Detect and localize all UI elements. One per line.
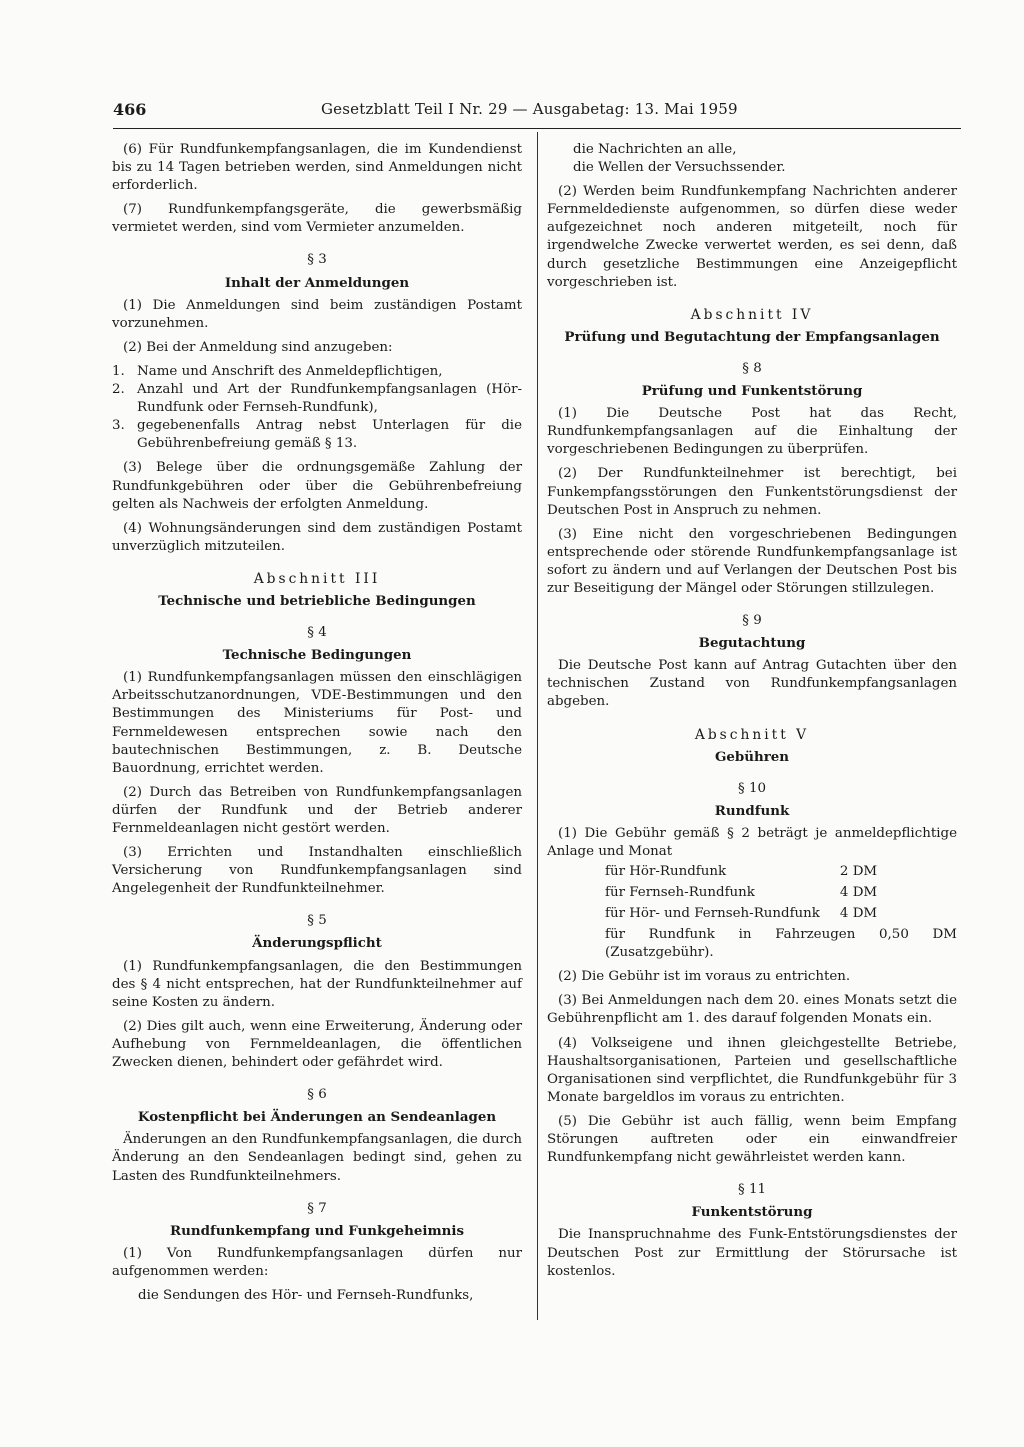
chapter-label: Abschnitt III xyxy=(253,570,381,587)
paragraph: (1) Die Anmeldungen sind beim zuständigen Postamt vorzunehmen. xyxy=(112,297,522,331)
paragraph: (1) Die Gebühr gemäß § 2 beträgt je anmeldepflichtige Anlage und Monat xyxy=(547,825,957,859)
section-number: § 3 xyxy=(307,252,327,268)
section-number: § 4 xyxy=(307,625,327,641)
gazette-title: Gesetzblatt Teil I Nr. 29 — Ausgabetag: 13. Mai 1959 xyxy=(321,100,738,118)
section-number: § 7 xyxy=(307,1200,327,1216)
paragraph: Änderungen an den Rundfunkempfangsanlagen, die durch Änderung an den Sendeanlagen bedingt sind, gehen zu Lasten des Rundfunkteilnehmers. xyxy=(112,1132,522,1184)
chapter-title: Gebühren xyxy=(714,748,790,765)
paragraph: Die Inanspruchnahme des Funk-Entstörungsdienstes der Deutschen Post zur Ermittlung der Störursache ist kostenlos. xyxy=(547,1227,957,1279)
section-title: Inhalt der Anmeldungen xyxy=(224,274,410,291)
paragraph: (4) Wohnungsänderungen sind dem zuständigen Postamt unverzüglich mitzuteilen. xyxy=(112,520,522,554)
paragraph: (2) Durch das Betreiben von Rundfunkempfangsanlagen dürfen der Rundfunk und der Betrieb anderer Fernmeldeanlagen nicht gestört werden. xyxy=(112,784,522,836)
paragraph: (4) Volkseigene und ihnen gleichgestellte Betriebe, Haushaltsorganisationen, Parteien und gesellschaftliche Organisationen sind verpflichtet, die Rundfunkgebühr für 3 Monate bargeldlos im voraus zu entrichten. xyxy=(547,1035,957,1105)
paragraph: (1) Rundfunkempfangsanlagen müssen den einschlägigen Arbeitsschutzanordnungen, VDE-Bestimmungen und den Bestimmungen des Ministeriums für Post- und Fernmeldewesen entsprechen sowie nach den bautechnischen Bestimmungen, z. B. Deutsche Bauordnung, errichtet werden. xyxy=(112,670,522,776)
list-item: 2. Anzahl und Art der Rundfunkempfangsanlagen (Hör-Rundfunk oder Fernseh-Rundfunk), xyxy=(112,382,522,416)
left-column xyxy=(112,141,522,1305)
section-title: Rundfunk xyxy=(714,802,790,819)
section-title: Begutachtung xyxy=(698,635,806,652)
list-line: die Wellen der Versuchssender. xyxy=(573,160,786,176)
section-number: § 11 xyxy=(738,1182,766,1198)
list-item: 3. gegebenenfalls Antrag nebst Unterlagen für die Gebührenbefreiung gemäß § 13. xyxy=(112,418,522,452)
section-title: Änderungspflicht xyxy=(252,935,382,952)
page-number: 466 xyxy=(113,100,147,119)
chapter-title: Technische und betriebliche Bedingungen xyxy=(158,592,476,609)
paragraph: (5) Die Gebühr ist auch fällig, wenn beim Empfang Störungen auftreten oder ein einwandfreier Rundfunkempfang nicht gewährleistet werden kann. xyxy=(547,1113,957,1166)
section-number: § 10 xyxy=(738,780,766,796)
paragraph: (6) Für Rundfunkempfangsanlagen, die im Kundendienst bis zu 14 Tagen betrieben werden, sind Anmeldungen nicht erforderlich. xyxy=(112,142,522,194)
paragraph: (1) Von Rundfunkempfangsanlagen dürfen nur aufgenommen werden: xyxy=(112,1245,522,1279)
paragraph: (7) Rundfunkempfangsgeräte, die gewerbsmäßig vermietet werden, sind vom Vermieter anzumelden. xyxy=(112,202,522,236)
chapter-label: Abschnitt V xyxy=(694,726,810,743)
section-number: § 6 xyxy=(307,1087,327,1103)
paragraph: (3) Errichten und Instandhalten einschließlich Versicherung von Rundfunkempfangsanlagen sind Angelegenheit der Rundfunkteilnehmer. xyxy=(112,845,522,897)
chapter-title: Prüfung und Begutachtung der Empfangsanlagen xyxy=(564,328,940,345)
fee-row xyxy=(605,884,877,905)
list-line: die Sendungen des Hör- und Fernseh-Rundfunks, xyxy=(138,1287,474,1303)
paragraph: (1) Die Deutsche Post hat das Recht, Rundfunkempfangsanlagen auf die Einhaltung der vorgeschriebenen Bedingungen zu überprüfen. xyxy=(547,406,957,458)
paragraph: (2) Die Gebühr ist im voraus zu entrichten. xyxy=(558,969,851,985)
fee-label: für Fernseh-Rundfunk xyxy=(605,885,755,901)
section-title: Prüfung und Funkentstörung xyxy=(641,383,863,400)
section-title: Kostenpflicht bei Änderungen an Sendeanlagen xyxy=(137,1109,497,1126)
fee-label: für Hör-Rundfunk xyxy=(605,864,727,880)
fee-amount: 4 DM xyxy=(839,906,878,922)
fee-row xyxy=(605,905,877,926)
fee-extra: für Rundfunk in Fahrzeugen 0,50 DM (Zusatzgebühr). xyxy=(605,927,957,961)
paragraph: (3) Bei Anmeldungen nach dem 20. eines Monats setzt die Gebührenpflicht am 1. des darauf folgenden Monats ein. xyxy=(547,993,957,1027)
section-number: § 8 xyxy=(742,360,762,376)
paragraph: (2) Werden beim Rundfunkempfang Nachrichten anderer Fernmeldedienste aufgenommen, so dürfen diese weder aufgezeichnet noch anderen mitgeteilt, noch für irgendwelche Zwecke verwertet werden, es sei denn, daß durch gesetzliche Bestimmungen eine Anzeigepflicht vorgeschrieben ist. xyxy=(547,184,957,290)
paragraph: (3) Eine nicht den vorgeschriebenen Bedingungen entsprechende oder störende Rundfunkempfangsanlage ist sofort zu ändern und auf Verlangen der Deutschen Post bis zur Beseitigung der Mängel oder Störungen stillzulegen. xyxy=(547,526,957,596)
fee-label: für Hör- und Fernseh-Rundfunk xyxy=(605,906,820,922)
right-column xyxy=(547,141,957,1287)
section-title: Technische Bedingungen xyxy=(222,647,412,664)
section-number: § 9 xyxy=(742,613,762,629)
column-divider xyxy=(537,132,538,1320)
paragraph: (3) Belege über die ordnungsgemäße Zahlung der Rundfunkgebühren oder über die Gebührenbefreiung gelten als Nachweis der erfolgten Anmeldung. xyxy=(112,460,522,512)
chapter-label: Abschnitt IV xyxy=(690,306,814,323)
numbered-list xyxy=(112,363,522,453)
section-number: § 5 xyxy=(307,913,327,929)
page-header xyxy=(113,98,961,129)
section-title: Rundfunkempfang und Funkgeheimnis xyxy=(170,1222,464,1239)
fee-amount: 2 DM xyxy=(839,864,878,880)
list-item: 1. Name und Anschrift des Anmeldepflichtigen, xyxy=(112,363,443,379)
paragraph: (2) Dies gilt auch, wenn eine Erweiterung, Änderung oder Aufhebung von Fernmeldeanlagen, die öffentlichen Zwecken dienen, behindert oder gefährdet wird. xyxy=(112,1018,522,1071)
paragraph: (2) Bei der Anmeldung sind anzugeben: xyxy=(123,339,393,355)
section-title: Funkentstörung xyxy=(691,1204,813,1221)
paragraph: (2) Der Rundfunkteilnehmer ist berechtigt, bei Funkempfangsstörungen den Funkentstörungsdienst der Deutschen Post in Anspruch zu nehmen. xyxy=(547,466,957,518)
fee-amount: 4 DM xyxy=(839,885,878,901)
paragraph: (1) Rundfunkempfangsanlagen, die den Bestimmungen des § 4 nicht entsprechen, hat der Rundfunkteilnehmer auf seine Kosten zu ändern. xyxy=(112,958,522,1010)
list-line: die Nachrichten an alle, xyxy=(573,142,737,157)
fee-row xyxy=(605,863,877,884)
paragraph: Die Deutsche Post kann auf Antrag Gutachten über den technischen Zustand von Rundfunkempfangsanlagen abgeben. xyxy=(547,658,957,710)
fee-table xyxy=(605,863,877,926)
